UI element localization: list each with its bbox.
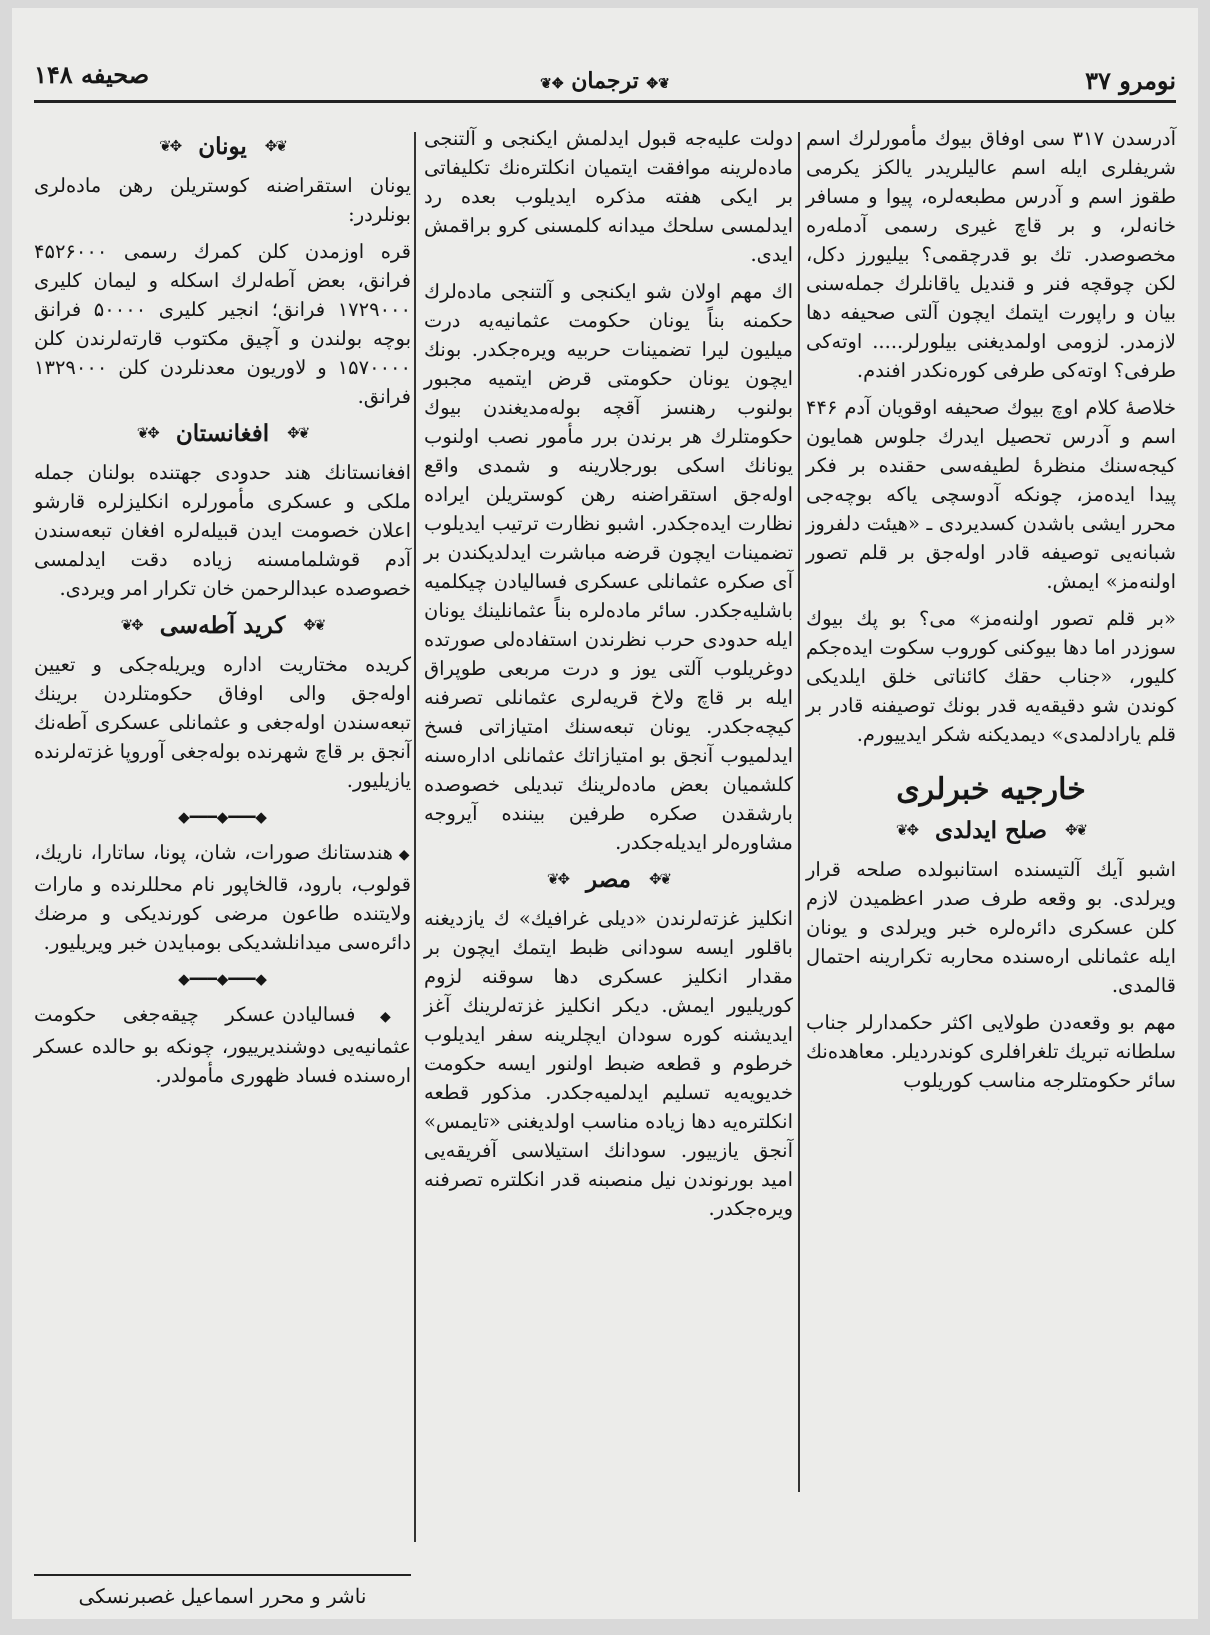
page-number: صحیفه ۱۴۸ bbox=[34, 60, 150, 89]
paragraph: خلاصهٔ کلام اوچ بیوك صحیفه اوقویان آدم ۴۴۶ اسم و آدرس تحصیل ایدرك جلوس همایون کیجه‌سنك منظرهٔ لطیفه‌سی حقنده بر فکر پیدا ایده‌مز، چونکه آدوسچی یاکه بوچه‌جی محرر ایشی باشدن کسدیردی ـ «هیئت دلفروز شبانه‌یی توصیفه قادر اوله‌جق بر قلم تصور اولنه‌مز» ایمش. bbox=[806, 396, 1176, 593]
paragraph bbox=[34, 838, 411, 957]
paragraph: دولت علیه‌جه قبول ایدلمش ایکنجی و آلتنجی ماده‌لرینه موافقت ایتمیان انکلتره‌نك تکلیفاتی بر ایکی هفته مذکره ایدیلوب بعده رد ایدلمسی سلحك میدانه کلمسنی کرو براقمش ایدی. bbox=[424, 127, 793, 266]
divider-ornament-icon: ◆━━━◆━━━◆ bbox=[178, 808, 267, 826]
divider-ornament-icon: ◆━━━◆━━━◆ bbox=[178, 970, 267, 988]
heading-peace bbox=[806, 816, 1176, 845]
ornament-icon: ❦✥ bbox=[648, 870, 671, 888]
diamond-bullet-icon: ◆ bbox=[392, 847, 411, 863]
heading-afghanistan-text: افغانستان bbox=[175, 420, 270, 447]
paragraph: آدرسدن ۳۱۷ سی اوفاق بیوك مأمورلرك اسم شریفلری ایله اسم عالیلریدر یالکز یکرمی طقوز اسم و آدرس مطبعه‌لره، پیوا و مسافر خانه‌لر، و بر قاچ غیری رسمی آدمله‌ره مخصوصدر. تك بو قدرچقمی؟ بیلیورز دکل، لکن چوقچه فنر و قندیل یاقانلرك جمله‌سنی بیان و راپورت ایتمك ایچون آلتی صحیفه دها لازمدر. لزومی اولمدیغنی بیلورلر..... اوته‌کی طرفی؟ اوته‌کی طرفی کوره‌نکدر افندم. bbox=[806, 127, 1176, 382]
paragraph: «بر قلم تصور اولنه‌مز» می؟ بو پك بیوك سوزدر اما دها بیوکنی کوروب سکوت ایده‌جکم کلیور، «جناب حقك کائناتی خلق ایلدیکی کوندن شو دقیقه‌یه قدر بونك توصیفنه قادر بر قلم یارادلمدی» دیمدیکنه شکر ایدییورم. bbox=[806, 607, 1176, 746]
ornament-icon: ❦✥ bbox=[1064, 821, 1087, 839]
diamond-bullet-icon: ◆ bbox=[355, 1009, 412, 1025]
ornament-icon: ✥❦ bbox=[546, 870, 569, 888]
heading-peace-text: صلح ایدلدی bbox=[935, 817, 1047, 844]
column-divider bbox=[414, 132, 416, 1542]
newspaper-page bbox=[12, 8, 1198, 1619]
ornament-icon: ✥❦ bbox=[895, 821, 918, 839]
column-divider bbox=[798, 132, 800, 1492]
heading-crete-text: کرید آطه‌سی bbox=[159, 612, 286, 639]
paragraph-text: فسالیادن عسکر چیقه‌جغی حکومت عثمانیه‌یی دوشندیرییور، چونکه بو حالده عسکر اره‌سنده فساد ظهوری مأمولدر. bbox=[34, 1003, 411, 1087]
publisher-footer: ناشر و محرر اسماعیل غصبرنسکی bbox=[34, 1574, 411, 1608]
heading-afghanistan bbox=[34, 419, 411, 448]
heading-greece bbox=[34, 132, 411, 161]
heading-egypt bbox=[424, 865, 793, 894]
ornament-icon: ✥❦ bbox=[120, 616, 142, 634]
heading-egypt-text: مصر bbox=[586, 866, 631, 893]
paragraph: اك مهم اولان شو ایکنجی و آلتنجی ماده‌لرك حکمنه بناً یونان حکومت عثمانیه‌یه درت میلیون لیرا تضمینات حربیه ویره‌جکدر. بونك ایچون یونان حکومتی قرض ایتمیه مجبور بولنوب رهنسز آقچه بوله‌مدیغندن بیوك حکومتلرك هر برندن برر مأمور نصب اولنوب یونانك اسکی بورجلارینه و شمدی واقع اوله‌جق استقراضنه رهن کوستریلن ایراده نظارت ایده‌جکدر. اشبو نظارت ترتیب ایدیلوب تضمینات ایچون قرضه مباشرت ایدلدیکندن بر آی صکره عثمانلی عسکری فسالیادن چیکلمیه باشلیه‌جکدر. سائر ماده‌لره بناً عثمانلینك یونان ایله حدودی حرب نظرندن استفاده‌لی صورتده دوغریلوب آلتی یوز و درت مربعی طوپراق ایله بر قاچ ولاخ قریه‌لری عثمانلی تصرفنه کیچه‌جکدر. یونان تبعه‌سنك امتیازاتی فسخ ایدلمیوب آنجق بو امتیازاتك عثمانلی اداره‌سنه کلشمیان بعض ماده‌لرینك تبدیلی خصوصده بارشقدن صکره طرفین بیننده آیروجه مشاوره‌لر ایدیله‌جکدر. bbox=[424, 280, 793, 854]
ornament-icon: ✥❦ bbox=[159, 137, 181, 155]
ornament-icon: ✥❦ bbox=[540, 76, 564, 92]
columns bbox=[34, 124, 1176, 1574]
header-rule bbox=[34, 100, 1176, 103]
paragraph: کریده مختاریت اداره ویریله‌جکی و تعیین اوله‌جق والی اوفاق حکومتلردن برینك تبعه‌سندن اوله‌جغی و عثمانلی عسکری آطه‌نك آنجق بر قاچ شهرنده بوله‌جغی آوروپا غزته‌لرنده یازیلیور. bbox=[34, 653, 411, 792]
section-title-foreign-news: خارجیه خبرلری bbox=[896, 772, 1086, 807]
heading-crete bbox=[34, 611, 411, 640]
paragraph: مهم بو وقعه‌دن طولایی اکثر حکمدارلر جناب سلطانه تبریك تلغرافلری کوندردیلر. معاهده‌نك سائر حکومتلرجه مناسب کوریلوب bbox=[806, 1011, 1176, 1092]
paragraph: انکلیز غزته‌لرندن «دیلی غرافیك» ك یازدیغنه باقلور ایسه سودانی ظبط ایتمك ایچون بر مقدار انکلیز عسکری دها سوقنه لزوم کوریلیور ایمش. دیکر انکلیز غزته‌لرینك آغز ایدیشنه کوره سودان ایچلرینه سفر ایدیلوب خرطوم و قطعه ضبط اولنور ایسه حکومت خدیویه‌یه تسلیم ایدلمیه‌جکدر. مذکور قطعه انکلتره‌یه دها زیاده مناسب اولدیغنی «تایمس» آنجق یازییور. سودانك استیلاسی آفریقه‌یی امید بورنوندن نیل منصبنه قدر انکلتره تصرفنه ویره‌جکدر. bbox=[424, 907, 793, 1220]
newspaper-title bbox=[34, 68, 1176, 94]
heading-greece-text: یونان bbox=[198, 133, 247, 160]
ornament-icon: ❦✥ bbox=[303, 616, 325, 634]
ornament-icon: ❦✥ bbox=[646, 76, 670, 92]
ornament-icon: ✥❦ bbox=[136, 424, 158, 442]
paragraph: افغانستانك هند حدودی جهتنده بولنان جمله ملکی و عسکری مأمورلره انکلیزلره قارشو اعلان خصومت ایدن قبیله‌لره افغان تبعه‌سندن آدم قوشلمامسنه زیاده دقت ایدلمسی خصوصده عبدالرحمن خان تکرار امر ویردی. bbox=[34, 461, 411, 600]
paragraph-text: هندستانك صورات، شان، پونا، ساتارا، ناریك، قولوب، بارود، قالخاپور نام محللرنده و مارات ولایتنده طاعون مرضی کورندیکی و مرضك دائره‌سی میدانلشدیکی بومبایدن خبر ویریلیور. bbox=[34, 841, 411, 954]
newspaper-title-text: ترجمان bbox=[571, 68, 639, 94]
paragraph bbox=[34, 1000, 411, 1090]
ornament-icon: ❦✥ bbox=[287, 424, 309, 442]
masthead bbox=[34, 56, 1176, 104]
column-left bbox=[34, 124, 411, 1544]
column-right bbox=[806, 124, 1176, 1502]
issue-number: نومرو ۳۷ bbox=[1085, 66, 1176, 95]
paragraph: قره اوزمدن کلن کمرك رسمی ۴۵۲۶۰۰۰ فرانق، بعض آطه‌لرك اسکله و لیمان کلیری ۱۷۲۹۰۰۰ فرانق؛ انجیر کلیری ۵۰۰۰۰ فرانق بوچه بولندن و آچیق مکتوب قارته‌لرندن کلن ۱۵۷۰۰۰۰ و لاوریون معدنلردن کلن ۱۳۲۹۰۰۰ فرانق. bbox=[34, 240, 412, 408]
paragraph: اشبو آیك آلتیسنده استانبولده صلحه قرار ویرلدی. بو وقعه طرف صدر اعظمیدن لازم کلن عسکری دائره‌لره خبر ویرلدی و یونان ایله عثمانلی اره‌سنده محاربه تکرارینه احتمال قالمدی. bbox=[806, 858, 1176, 997]
ornament-icon: ❦✥ bbox=[264, 137, 286, 155]
column-middle bbox=[424, 124, 793, 1494]
paragraph: یونان استقراضنه کوستریلن رهن ماده‌لری بونلردر: bbox=[34, 174, 411, 226]
